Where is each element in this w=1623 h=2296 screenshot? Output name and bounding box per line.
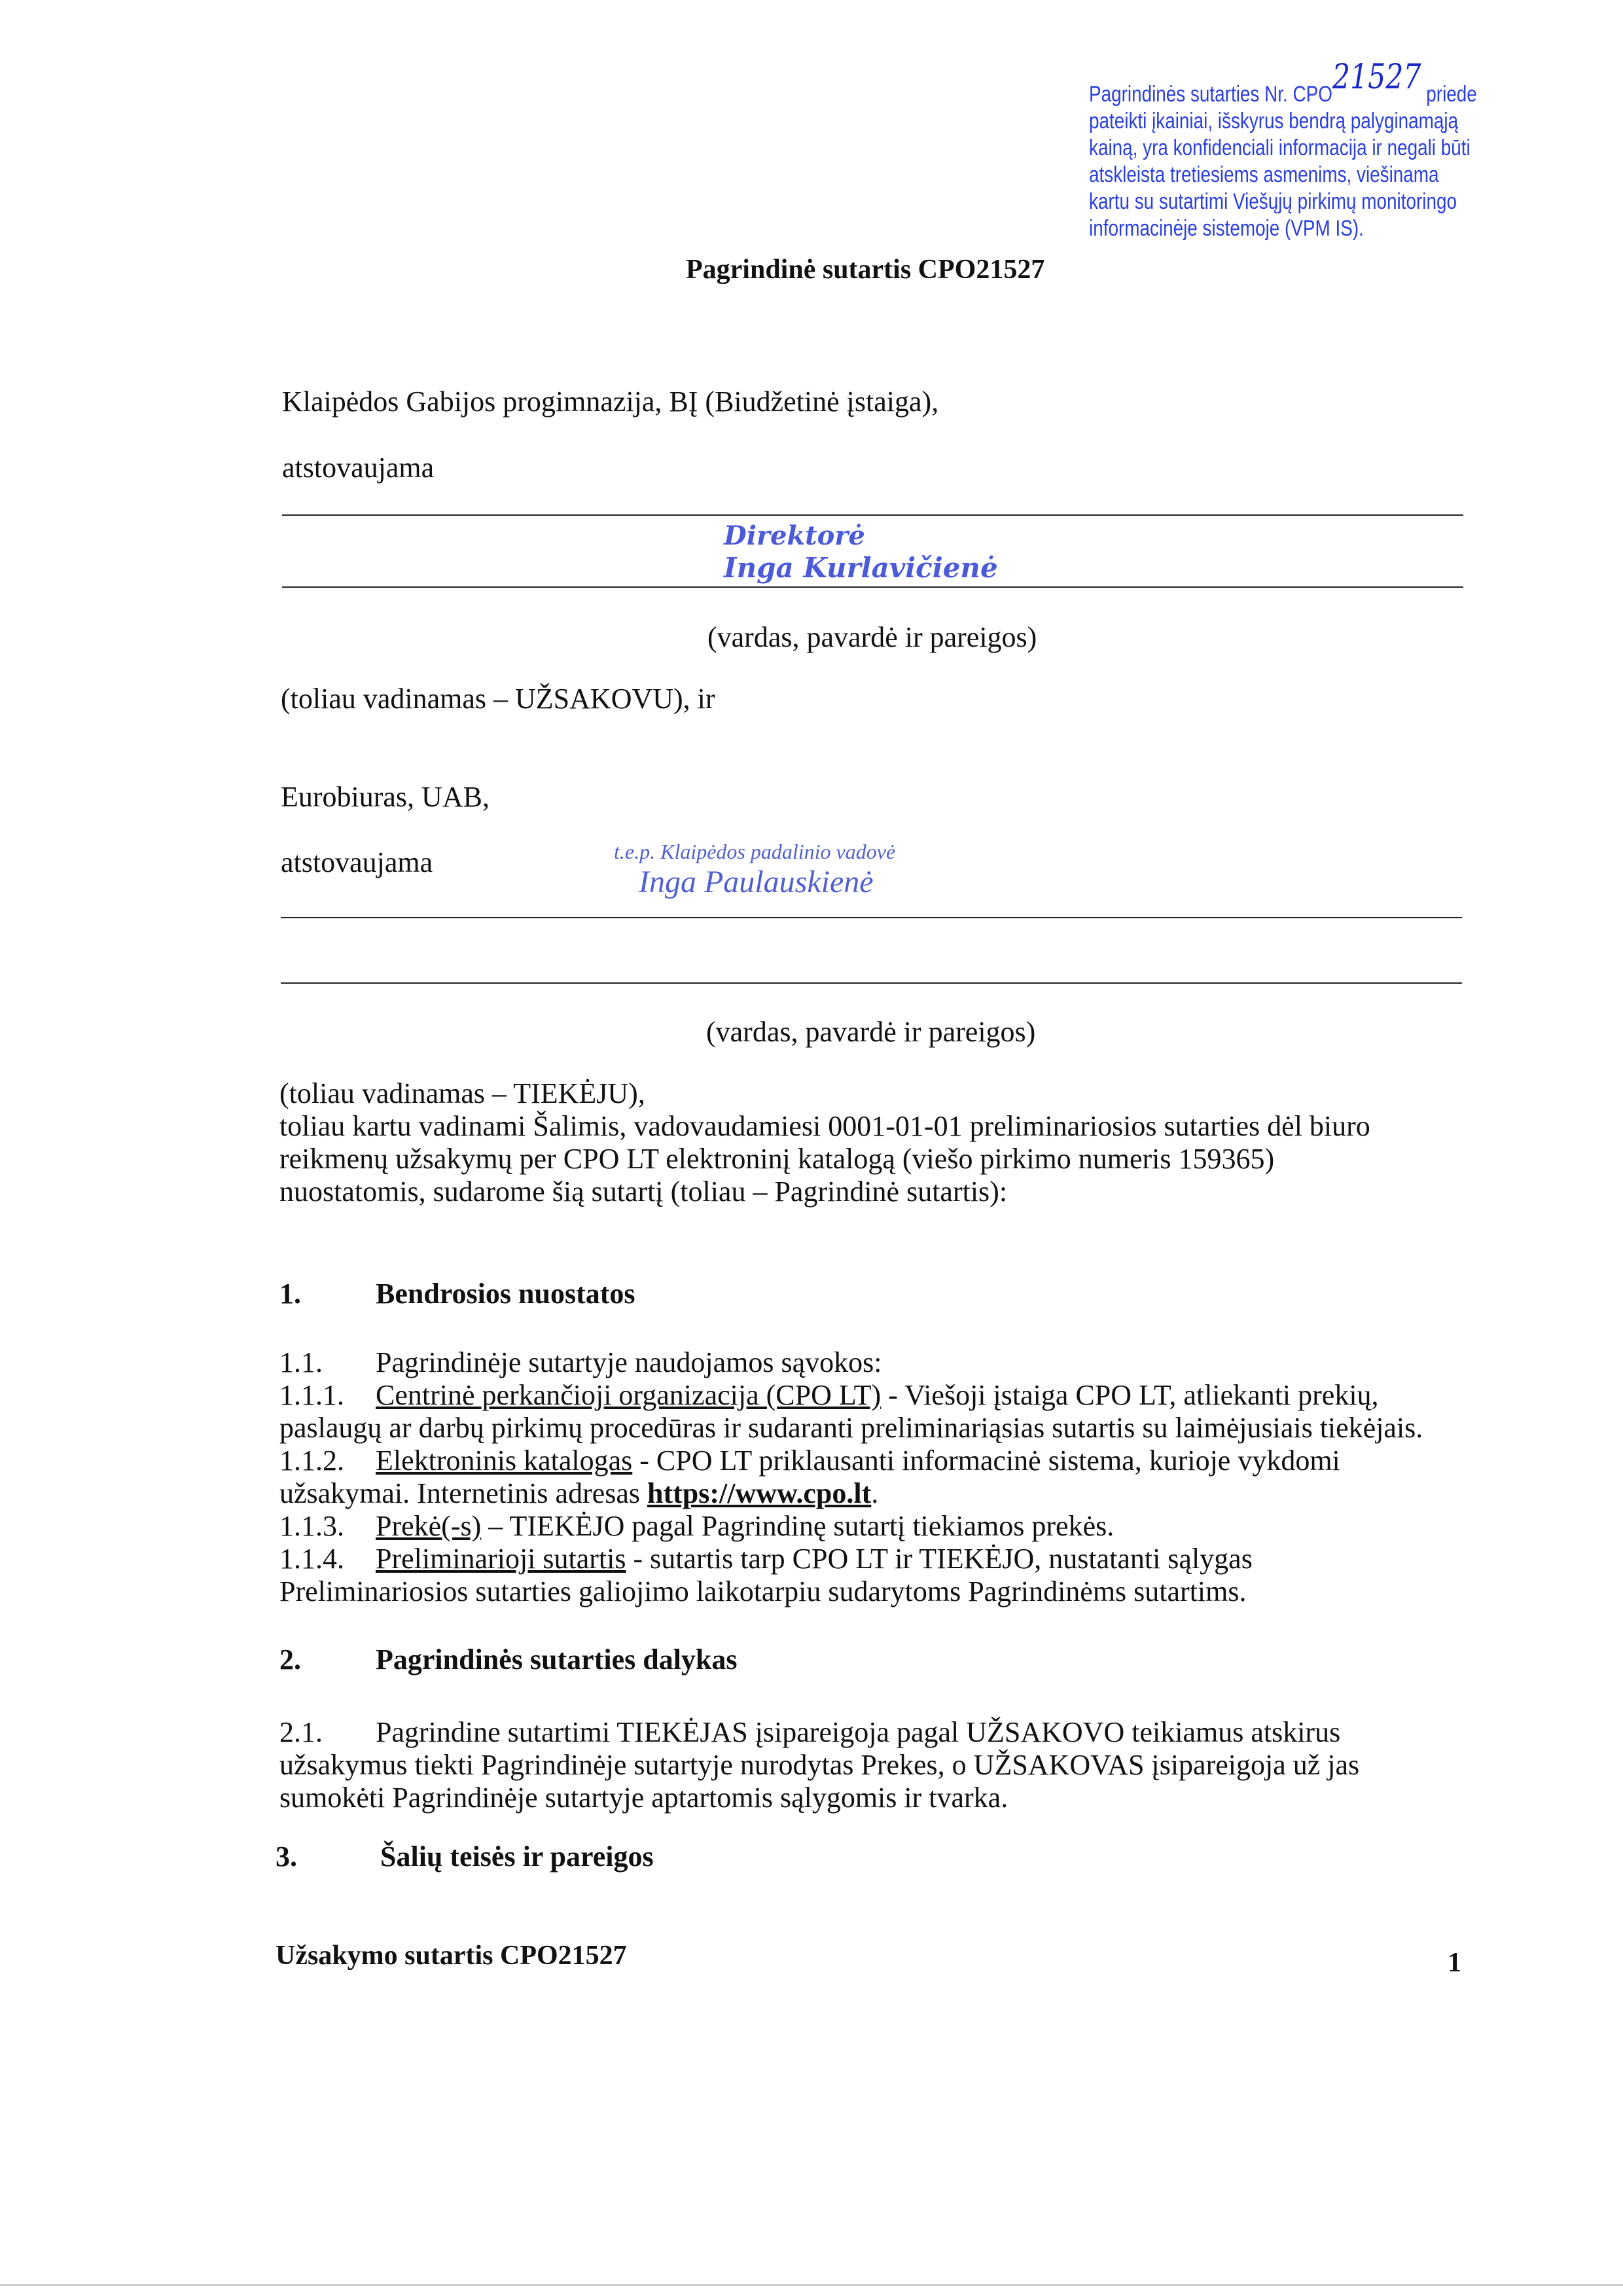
page-number: 1 [1448,1948,1461,1978]
intro-paragraph [279,1077,1477,1208]
stamp-line: kainą, yra konfidenciali informacija ir negali būti [1089,135,1471,160]
defined-term: Centrinė perkančioji organizacija (CPO LT) [376,1379,882,1411]
signature-line [281,982,1462,984]
customer-signatory-position: Direktorė [724,520,865,551]
clause-text: Pagrindine sutartimi TIEKĖJAS įsipareigoja pagal UŽSAKOVO teikiamus atskirus [376,1716,1341,1748]
clause-text: . [871,1477,879,1509]
clause-text: Pagrindinėje sutartyje naudojamos sąvokos: [376,1346,882,1378]
document-title: Pagrindinė sutartis CPO21527 [686,255,1045,285]
signature-line [282,586,1463,588]
clause-number: 1.1.4. [279,1543,344,1575]
clause-text: užsakymai. Internetinis adresas [279,1477,648,1509]
clause-number: 1.1. [279,1346,323,1378]
clause-text: užsakymus tiekti Pagrindinėje sutartyje nurodytas Prekes, o UŽSAKOVAS įsipareigoja už jas [279,1749,1360,1781]
confidentiality-stamp [1089,58,1477,242]
stamp-line: informacinėje sistemoje (VPM IS). [1089,216,1364,241]
section-number: 3. [276,1840,297,1873]
handwritten-contract-number: 21527 [1332,58,1421,97]
clause-text: - sutartis tarp CPO LT ir TIEKĖJO, nustatanti sąlygas [626,1543,1253,1575]
intro-line: toliau kartu vadinami Šalimis, vadovaudamiesi 0001-01-01 preliminariosios sutarties dėl biuro [279,1110,1370,1142]
clause-text: – TIEKĖJO pagal Pagrindinę sutartį tiekiamos prekės. [481,1510,1115,1542]
section-2-body [279,1716,1477,1814]
clause-text: Preliminariosios sutarties galiojimo laikotarpiu sudarytoms Pagrindinėms sutartims. [279,1575,1247,1607]
customer-caption: (vardas, pavardė ir pareigos) [707,621,1037,653]
clause-text: - CPO LT priklausanti informacinė sistema, kurioje vykdomi [632,1444,1340,1477]
section-number: 2. [279,1643,301,1676]
stamp-line: atskleista tretiesiems asmenims, viešinama [1089,162,1439,187]
clause-text: - Viešoji įstaiga CPO LT, atliekanti prekių, [881,1379,1379,1411]
defined-term: Prekė(-s) [376,1510,482,1542]
customer-hereinafter: (toliau vadinamas – UŽSAKOVU), ir [281,683,715,715]
defined-term: Preliminarioji sutartis [376,1543,626,1575]
supplier-signatory-position: t.e.p. Klaipėdos padalinio vadovė [614,840,896,863]
section-title: Pagrindinės sutarties dalykas [376,1643,738,1676]
stamp-text: Pagrindinės sutarties Nr. CPO [1089,82,1332,107]
clause-number: 1.1.2. [279,1444,344,1477]
supplier-hereinafter: (toliau vadinamas – TIEKĖJU), [279,1077,645,1109]
stamp-text: priede [1426,82,1477,107]
scan-edge [0,2284,1623,2286]
section-number: 1. [279,1278,301,1310]
customer-represented-label: atstovaujama [282,452,435,484]
supplier-caption: (vardas, pavardė ir pareigos) [706,1016,1036,1048]
section-title: Šalių teisės ir pareigos [380,1840,654,1873]
stamp-line: pateikti įkainiai, išskyrus bendrą palyginamąją [1089,109,1459,134]
intro-line: reikmenų užsakymų per CPO LT elektroninį katalogą (viešo pirkimo numeris 159365) [279,1143,1275,1175]
stamp-line: kartu su sutartimi Viešųjų pirkimų monitoringo [1089,189,1457,214]
customer-name: Klaipėdos Gabijos progimnazija, BĮ (Biudžetinė įstaiga), [282,386,939,418]
section-1-heading [279,1278,1477,1310]
section-title: Bendrosios nuostatos [376,1278,635,1310]
section-1-body [279,1346,1477,1608]
clause-text: paslaugų ar darbų pirkimų procedūras ir sudaranti preliminariąsias sutartis su laimėjusiais tiekėjais. [279,1412,1423,1444]
website-link[interactable]: https://www.cpo.lt [647,1477,872,1509]
signature-line [282,514,1463,516]
supplier-represented-label: atstovaujama [281,846,433,878]
section-2-heading [279,1643,1477,1676]
intro-line: nuostatomis, sudarome šią sutartį (toliau – Pagrindinė sutartis): [279,1175,1008,1208]
clause-number: 2.1. [279,1716,323,1748]
customer-signatory-name: Inga Kurlavičienė [724,552,998,584]
section-3-heading [276,1840,1473,1873]
defined-term: Elektroninis katalogas [376,1444,633,1477]
clause-number: 1.1.1. [279,1379,344,1411]
footer-label: Užsakymo sutartis CPO21527 [276,1941,627,1971]
signature-line [281,917,1462,918]
clause-number: 1.1.3. [279,1510,344,1542]
supplier-name: Eurobiuras, UAB, [281,781,490,813]
clause-text: sumokėti Pagrindinėje sutartyje aptartomis sąlygomis ir tvarka. [279,1782,1008,1814]
supplier-signatory-name: Inga Paulauskienė [639,865,874,899]
